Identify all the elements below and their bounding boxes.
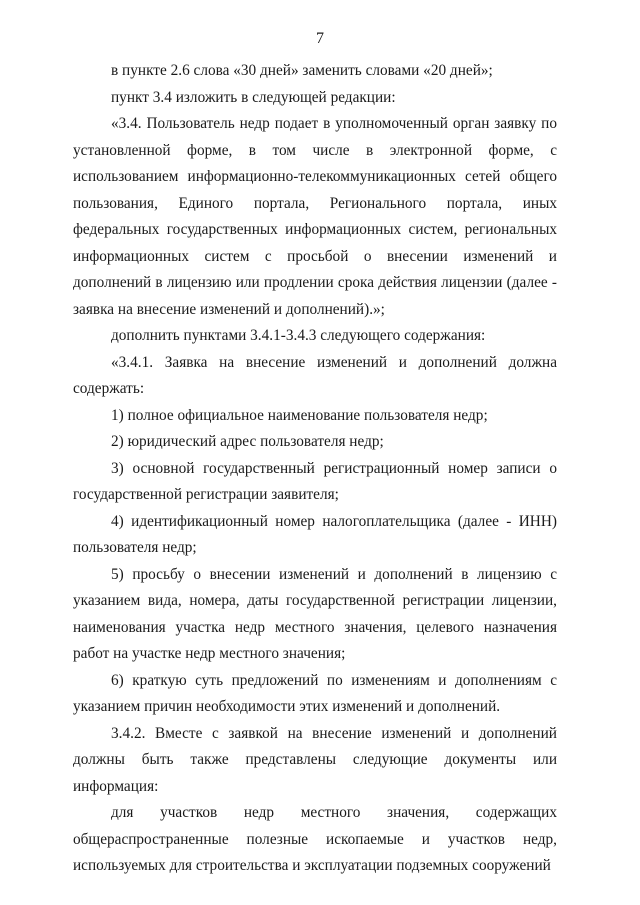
list-item-5: 5) просьбу о внесении изменений и дополнений в лицензию с указанием вида, номера, даты государственной регистрации лицензии, наименования участка недр местного значения, целевого назначения работ на участке недр местного значения; xyxy=(73,565,557,662)
paragraph-item-3-4-intro: пункт 3.4 изложить в следующей редакции: xyxy=(111,88,396,106)
paragraph-add-clauses-intro: дополнить пунктами 3.4.1-3.4.3 следующего содержания: xyxy=(111,327,486,344)
paragraph-local-subsoil: для участков недр местного значения, содержащих общераспространенные полезные ископаемые и участков недр, используемых для строительства и эксплуатации подземных сооружений xyxy=(73,804,557,874)
paragraph-clause-3-4-1: «3.4.1. Заявка на внесение изменений и дополнений должна содержать: xyxy=(73,353,557,397)
list-item-3: 3) основной государственный регистрационный номер записи о государственной регистрации заявителя; xyxy=(73,459,557,503)
paragraph-clause-3-4-2: 3.4.2. Вместе с заявкой на внесение изменений и дополнений должны быть также представлены следующие документы или информация: xyxy=(73,724,557,795)
page-number: 7 xyxy=(316,30,324,47)
paragraph-clause-3-4: «3.4. Пользователь недр подает в уполномоченный орган заявку по установленной форме, в том числе в электронной форме, с использованием информационно-телекоммуникационных сетей общего пользования, Единого портала, Регионального портала, иных федеральных государственных информационных систем, региональных информационных систем с просьбой о внесении изменений и дополнений в лицензию или продлении срока действия лицензии (далее - заявка на внесение изменений и дополнений).»; xyxy=(73,115,557,318)
list-item-1: 1) полное официальное наименование пользователя недр; xyxy=(111,406,488,424)
paragraph-item-2-6: в пункте 2.6 слова «30 дней» заменить словами «20 дней»; xyxy=(111,62,493,79)
list-item-6: 6) краткую суть предложений по изменениям и дополнениям с указанием причин необходимости этих изменений и дополнений. xyxy=(73,671,557,715)
list-item-4: 4) идентификационный номер налогоплательщика (далее - ИНН) пользователя недр; xyxy=(73,512,557,556)
document-body xyxy=(73,58,557,880)
list-item-2: 2) юридический адрес пользователя недр; xyxy=(111,433,384,450)
